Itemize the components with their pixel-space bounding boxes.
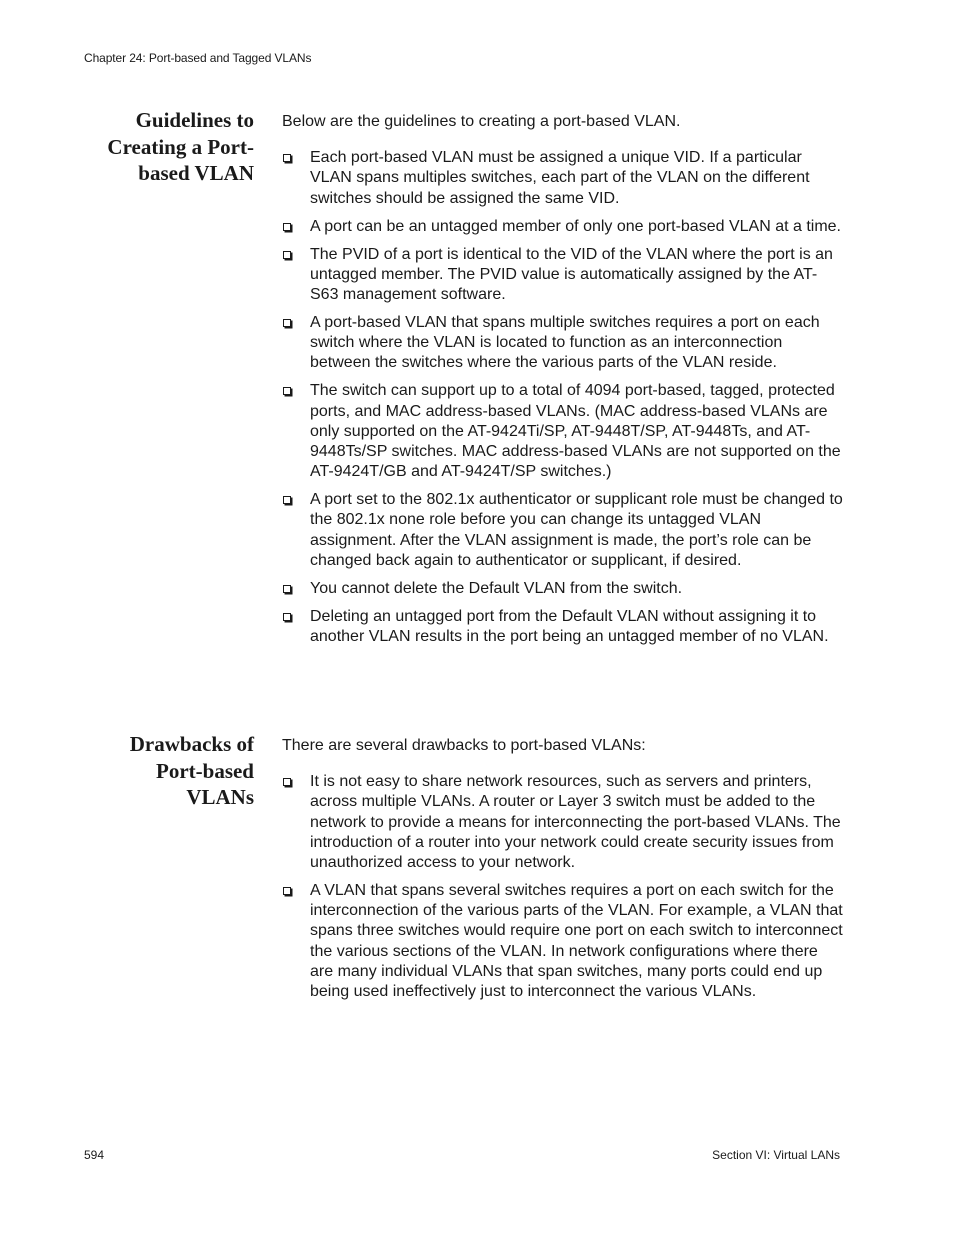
running-head: Chapter 24: Port-based and Tagged VLANs	[84, 51, 312, 65]
heading-line: Creating a Port-	[107, 134, 254, 159]
checkbox-bullet-icon	[283, 613, 291, 621]
list-item	[282, 381, 844, 482]
section-title-footer: Section VI: Virtual LANs	[712, 1148, 840, 1162]
list-item	[282, 313, 844, 374]
list-item	[282, 607, 844, 647]
list-item-text: Deleting an untagged port from the Default VLAN without assigning it to another VLAN results in the port being an untagged member of no VLAN.	[310, 607, 829, 646]
section-body	[282, 736, 852, 1010]
checkbox-bullet-icon	[283, 585, 291, 593]
checkbox-bullet-icon	[283, 223, 291, 231]
list-item-text: The PVID of a port is identical to the VID of the VLAN where the port is an untagged member. The PVID value is automatically assigned by the AT-S63 management software.	[310, 245, 833, 304]
list-item-text: A port-based VLAN that spans multiple switches requires a port on each switch where the VLAN is located to function as an interconnection between the switches where the various parts of the VLAN reside.	[310, 314, 820, 372]
section-heading	[60, 731, 254, 811]
heading-line: Port-based	[156, 758, 254, 783]
section-body	[282, 112, 852, 655]
list-item	[282, 245, 844, 306]
list-item	[282, 881, 844, 1002]
checkbox-bullet-icon	[283, 154, 291, 162]
heading-line: Drawbacks of	[129, 732, 254, 756]
bullet-list	[282, 148, 852, 647]
list-item	[282, 579, 844, 599]
list-item-text: A port set to the 802.1x authenticator or supplicant role must be changed to the 802.1x none role before you can change its untagged VLAN assignment. After the VLAN assignment is made, the port’s role can be changed back again to authenticator or supplicant, if desired.	[310, 491, 843, 569]
section-heading	[60, 107, 254, 187]
list-item-text: A port can be an untagged member of only one port-based VLAN at a time.	[310, 217, 841, 235]
heading-line: Guidelines to	[135, 108, 254, 132]
intro-paragraph: Below are the guidelines to creating a port-based VLAN.	[282, 113, 681, 130]
checkbox-bullet-icon	[283, 496, 291, 504]
list-item-text: The switch can support up to a total of 4094 port-based, tagged, protected ports, and MAC address-based VLANs. (MAC address-based VLANs are only supported on the AT-9424Ti/SP, AT-9448T/SP, AT-9448Ts, and AT-9448Ts/SP switches. MAC address-based VLANs are not supported on the AT-9424T/GB and AT-9424T/SP switches.)	[310, 382, 841, 481]
list-item-text: You cannot delete the Default VLAN from the switch.	[310, 579, 683, 597]
list-item	[282, 148, 844, 209]
checkbox-bullet-icon	[283, 251, 291, 259]
checkbox-bullet-icon	[283, 319, 291, 327]
list-item-text: A VLAN that spans several switches requires a port on each switch for the interconnection of the various parts of the VLAN. For example, a VLAN that spans three switches would require one port on each switch to interconnect the various sections of the VLAN. In network configurations where there are many individual VLANs that span switches, many ports could end up being used ineffectively just to interconnect the various VLANs.	[310, 882, 843, 1001]
intro-paragraph: There are several drawbacks to port-based VLANs:	[282, 737, 646, 754]
heading-line: based VLAN	[138, 161, 254, 185]
checkbox-bullet-icon	[283, 387, 291, 395]
page-number: 594	[84, 1148, 105, 1162]
list-item	[282, 490, 844, 571]
heading-line: VLANs	[186, 785, 254, 809]
list-item	[282, 217, 844, 237]
bullet-list	[282, 772, 852, 1002]
list-item	[282, 772, 844, 873]
checkbox-bullet-icon	[283, 887, 291, 895]
list-item-text: It is not easy to share network resources, such as servers and printers, across multiple VLANs. A router or Layer 3 switch must be added to the network to provide a means for interconnecting the port-based VLANs. The introduction of a router into your network could create security issues from unauthorized access to your network.	[310, 773, 841, 872]
list-item-text: Each port-based VLAN must be assigned a unique VID. If a particular VLAN spans multiples switches, each part of the VLAN on the different switches should be assigned the same VID.	[310, 149, 810, 207]
checkbox-bullet-icon	[283, 778, 291, 786]
